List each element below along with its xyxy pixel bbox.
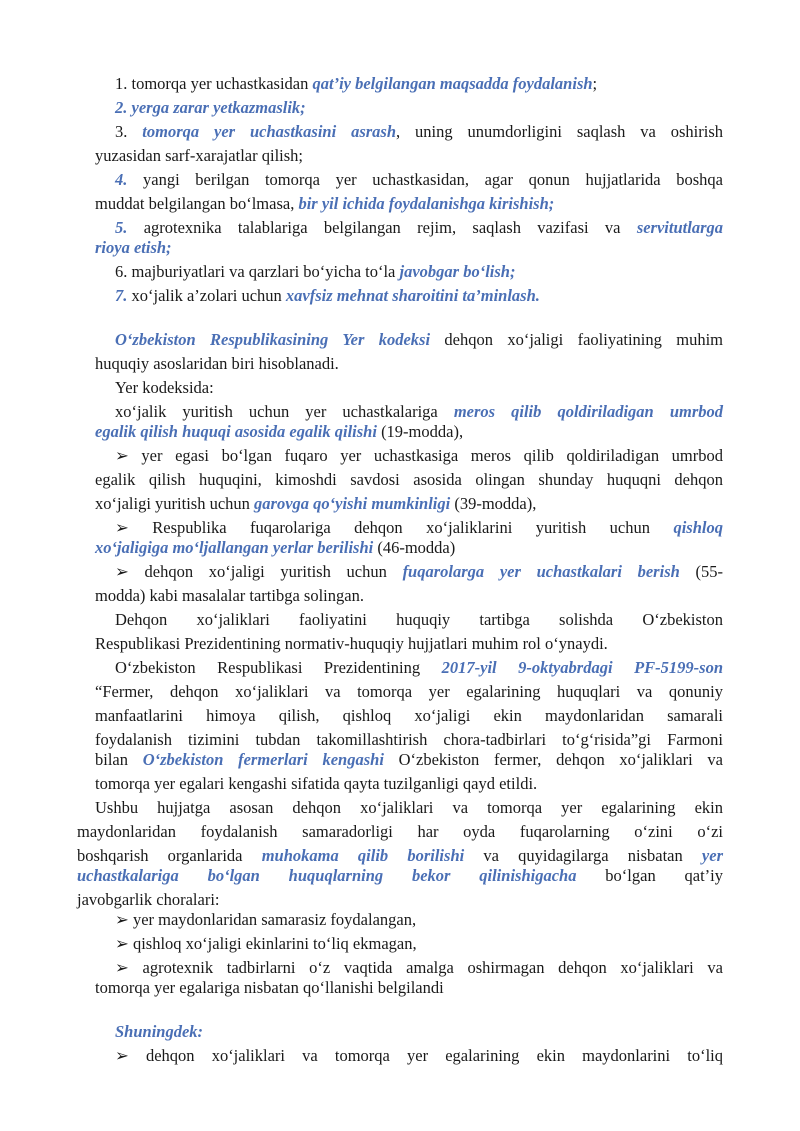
text-line [115,330,723,350]
text-line [95,634,608,654]
text-segment: egalik qilish huquqini, kimoshdi savdosi asosida olingan shunday huquqni dehqon [95,470,723,489]
text-line [95,798,723,818]
text-segment: “Fermer, dehqon xo‘jaliklari va tomorqa yer egalarining huquqlari va qonuniy [95,682,723,701]
text-segment: tomorqa yer egalariga nisbatan qo‘llanishi belgilandi [95,978,444,997]
text-line [95,422,463,442]
text-line [95,538,455,558]
highlighted-term: meros qilib qoldiriladigan umrbod [453,402,723,421]
text-line [95,706,723,726]
text-segment: javobgarlik choralari: [77,890,220,909]
text-segment: boshqarish organlarida [77,846,262,865]
text-segment: xo‘jalik yuritish uchun yer uchastkalariga [115,402,454,421]
highlighted-term: qishloq [673,518,723,537]
text-line [115,402,723,422]
text-segment: ➢ yer egasi bo‘lgan fuqaro yer uchastkasiga meros qilib qoldiriladigan umrbod [115,446,723,465]
text-segment: ➢ dehqon xo‘jaliklari va tomorqa yer egalarining ekin maydonlarini to‘liq [115,1046,723,1065]
highlighted-term: yer [701,846,723,865]
text-line [115,610,723,630]
text-segment: O‘zbekiston Respublikasi Prezidentining [115,658,442,677]
text-segment: ; [592,74,598,93]
text-line [95,978,444,998]
text-line [95,494,536,514]
text-line [77,846,723,866]
text-line [77,890,219,910]
text-line [115,1046,723,1066]
highlighted-term: O‘zbekiston fermerlari kengashi [142,750,384,769]
highlighted-term: muhokama qilib borilishi [261,846,465,865]
text-line [115,934,417,954]
text-segment: yuzasidan sarf-xarajatlar qilish; [95,146,303,165]
highlighted-term: garovga qo‘yishi mumkinligi [254,494,451,513]
text-line [77,822,723,842]
text-segment: ➢ agrotexnik tadbirlarni o‘z vaqtida amalga oshirmagan dehqon xo‘jaliklari va [115,958,723,977]
text-segment: ➢ qishloq xo‘jaligi ekinlarini to‘liq ekmagan, [115,934,417,953]
text-segment: tomorqa yer egalari kengashi sifatida qayta tuzilganligi qayd etildi. [95,774,538,793]
text-line [115,446,723,466]
text-segment: huquqiy asoslaridan biri hisoblanadi. [95,354,339,373]
text-line [95,354,339,374]
highlighted-term: rioya etish; [95,238,172,257]
highlighted-term: 4. [115,170,128,189]
text-line [115,1022,203,1042]
text-segment: xo‘jalik a’zolari uchun [127,286,286,305]
text-line [115,74,597,94]
text-segment: Ushbu hujjatga asosan dehqon xo‘jaliklari va tomorqa yer egalarining ekin [95,798,723,817]
text-segment: manfaatlarini himoya qilish, qishloq xo‘jaligi ekin maydonlaridan samarali [95,706,723,725]
highlighted-term: Shuningdek: [115,1022,204,1041]
highlighted-term: 7. [115,286,128,305]
highlighted-term: egalik qilish huquqi asosida egalik qilishi [95,422,377,441]
text-segment: 1. tomorqa yer uchastkasidan [115,74,313,93]
text-line [77,866,723,886]
highlighted-term: xavfsiz mehnat sharoitini ta’minlash. [285,286,540,305]
text-segment: Dehqon xo‘jaliklari faoliyatini huquqiy tartibga solishda O‘zbekiston [115,610,723,629]
text-line [115,562,723,582]
text-segment: dehqon xo‘jaligi faoliyatining muhim [430,330,724,349]
highlighted-term: uchastkalariga bo‘lgan huquqlarning bekor qilinishigacha [77,866,577,885]
text-line [95,774,537,794]
highlighted-term: 2017-yil 9-oktyabrdagi PF-5199-son [441,658,723,677]
highlighted-term: 5. [115,218,128,237]
text-line [95,194,554,214]
text-line [95,238,172,258]
text-line [95,750,723,770]
highlighted-term: xo‘jaligiga mo‘ljallangan yerlar berilishi [95,538,374,557]
text-segment: , uning unumdorligini saqlash va oshirish [396,122,724,141]
text-segment: ➢ Respublika fuqarolariga dehqon xo‘jaliklarini yuritish uchun [115,518,674,537]
text-segment: (39-modda), [450,494,537,513]
text-segment: O‘zbekiston fermer, dehqon xo‘jaliklari va [383,750,724,769]
text-segment: va quyidagilarga nisbatan [464,846,702,865]
text-line [95,146,303,166]
text-line [95,470,723,490]
text-segment: xo‘jaligi yuritish uchun [95,494,255,513]
text-segment: ➢ dehqon xo‘jaligi yuritish uchun [115,562,403,581]
text-line [115,518,723,538]
text-segment: yangi berilgan tomorqa yer uchastkasidan, agar qonun hujjatlarida boshqa [127,170,723,189]
text-line [115,170,723,190]
highlighted-term: fuqarolarga yer uchastkalari berish [402,562,680,581]
highlighted-term: O‘zbekiston Respublikasining Yer kodeksi [115,330,431,349]
text-segment: (55- [679,562,723,581]
text-line [115,122,723,142]
text-line [95,730,723,750]
text-line [115,658,723,678]
text-segment: Respublikasi Prezidentining normativ-huquqiy hujjatlari muhim rol o‘ynaydi. [95,634,608,653]
text-segment: 3. [115,122,143,141]
text-segment: ➢ yer maydonlaridan samarasiz foydalangan, [115,910,417,929]
text-segment: foydalanish tizimini tubdan takomillashtirish chora-tadbirlari to‘g‘risida”gi Farmoni [95,730,723,749]
highlighted-term: javobgar bo‘lish; [399,262,516,281]
text-line [115,98,306,118]
text-segment: modda) kabi masalalar tartibga solingan. [95,586,364,605]
text-line [95,682,723,702]
text-line [115,958,723,978]
text-segment: bo‘lgan qat’iy [576,866,723,885]
highlighted-term: bir yil ichida foydalanishga kirishish; [298,194,555,213]
text-line [115,378,214,398]
text-segment: (46-modda) [373,538,456,557]
text-segment: muddat belgilangan bo‘lmasa, [95,194,299,213]
text-segment: Yer kodeksida: [115,378,214,397]
highlighted-term: 2. yerga zarar yetkazmaslik; [115,98,306,117]
highlighted-term: tomorqa yer uchastkasini asrash [142,122,397,141]
text-segment: agrotexnika talablariga belgilangan rejim, saqlash vazifasi va [127,218,637,237]
text-segment: 6. majburiyatlari va qarzlari bo‘yicha to‘la [115,262,400,281]
highlighted-term: qat’iy belgilangan maqsadda foydalanish [312,74,593,93]
text-segment: bilan [95,750,143,769]
text-segment: (19-modda), [376,422,464,441]
highlighted-term: servitutlarga [636,218,723,237]
text-segment: maydonlaridan foydalanish samaradorligi har oyda fuqarolarning o‘zini o‘zi [77,822,723,841]
text-line [95,586,364,606]
text-line [115,262,515,282]
text-line [115,286,540,306]
text-line [115,910,416,930]
text-line [115,218,723,238]
